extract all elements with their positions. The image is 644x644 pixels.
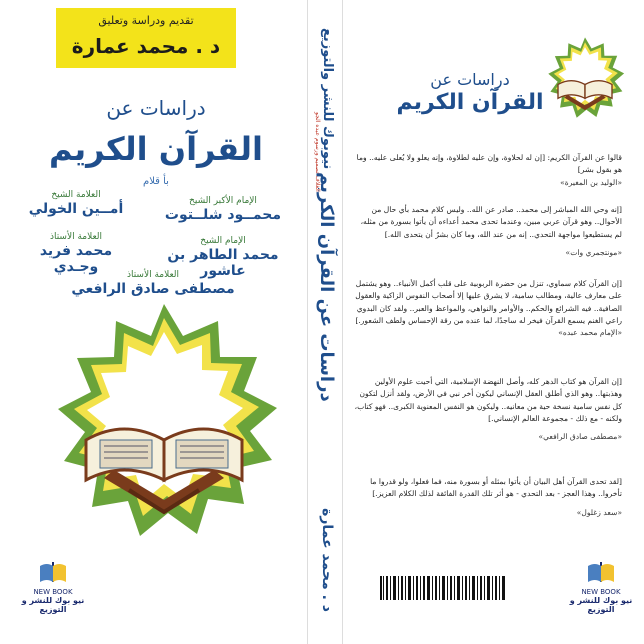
back-title-small: دراسات عن <box>430 70 510 89</box>
quote-5 <box>354 476 622 519</box>
contributor-name: محمد فريد وجـدي <box>39 243 113 275</box>
contributor-4 <box>16 232 136 275</box>
publisher-brand: NEW BOOK <box>581 588 621 596</box>
spine-author: د . محمد عمارة <box>319 508 335 612</box>
spine-title: دراسات عن القرآن الكريم <box>316 172 337 402</box>
publisher-name: نيو بوك للنشر و التوزيع <box>21 596 85 614</box>
publisher-brand: NEW BOOK <box>33 588 73 596</box>
quote-1 <box>354 152 622 189</box>
contributor-name: محمد الطاهر بن عاشور <box>167 247 279 279</box>
contributor-role: العلامة الأستاذ <box>126 270 180 280</box>
back-publisher-logo <box>566 560 636 614</box>
spine <box>307 0 343 644</box>
author-name: د . محمد عمارة <box>71 34 221 58</box>
book-logo-icon <box>38 560 68 584</box>
back-title-main: القرآن الكريم <box>396 90 544 115</box>
contributor-5 <box>68 270 238 297</box>
contributor-role: العلامة الأستاذ <box>49 232 103 242</box>
back-cover <box>344 0 636 644</box>
by-label: بأ قلام <box>143 176 169 187</box>
contributor-name: محمــود شلــتوت <box>164 207 282 223</box>
quote-attribution: «الإمام محمد عبده» <box>558 328 622 338</box>
publisher-name: نيو بوك للنشر و التوزيع <box>569 596 633 614</box>
quote-2 <box>354 204 622 259</box>
contributor-name: مصطفى صادق الرافعي <box>71 281 235 297</box>
quran-star-emblem <box>34 300 294 560</box>
quote-attribution: «مونتجمري وات» <box>565 247 622 257</box>
spine-credit: الغلاف تصميم ورسوم عبده الجو <box>314 112 321 192</box>
intro-label: تقديم ودراسة وتعليق <box>98 14 194 27</box>
quote-text: [إن القرآن كلام سماوي، تنزل من حضرة الربوبية على قلب أكمل الأنبياء.. وهو يشتمل على معارف عالية، ومطالب سامية، لا يشرق عليها إلا أصحاب النفوس الزاكية والعقول الصافية.. فيه الشرائع والحكم.. والأوامر والنواهي، والمواعظ والعبر.. ولقد كان البدوي راعي الغنم يسمع القرآن فيخر له ساجدًا، لما عنده من رقة الإحساس ولطف الشعور.] <box>355 279 622 325</box>
front-publisher-logo <box>18 560 88 614</box>
title-small: دراسات عن <box>106 96 206 120</box>
quote-attribution: «مصطفى صادق الرافعي» <box>538 432 622 442</box>
quote-text: [إن القرآن هو كتاب الدهر كله، وأصل النهضة الإسلامية، التي أحيت علوم الأولين وهذبتها.. وهو الذي أطلق العقل الإنساني ليكون أخر نبي في الأرض، ولقد أنزل لتكون كل نفس سامية نسخة حية من معانيه.. وليكون هو النفس المعنوية الكبرى.. فهو كتاب، ولكنه - مع ذلك - مجموعة العالم الإنساني.] <box>354 377 622 423</box>
contributor-name: أمــين الخولي <box>28 201 124 217</box>
spine-publisher: نيوبوك للنشر والتوزيع <box>320 28 335 170</box>
contributor-2 <box>16 190 136 217</box>
front-cover <box>8 0 304 644</box>
contributor-role: الإمام الأكبر الشيخ <box>189 196 257 206</box>
author-box <box>56 8 236 68</box>
book-logo-icon <box>586 560 616 584</box>
contributor-role: العلامة الشيخ <box>51 190 101 200</box>
barcode <box>380 576 506 600</box>
quote-text: قالوا عن القرآن الكريم: [إن له لحلاوة، وإن عليه لطلاوة، وإنه يعلو ولا يُعلى عليه.. وما هو بقول بشر] <box>356 153 622 175</box>
quote-text: [لقد تحدى القرآن أهل البيان أن يأتوا بمثله أو بسورة منه، فما فعلوا، ولو قدروا ما تأخروا.. وهذا العجز - بعد التحدي - هو أثر تلك القدرة الفائقة لذلك الكلام العزيز.] <box>370 477 622 499</box>
contributor-1 <box>148 196 298 223</box>
quote-attribution: «الوليد بن المغيرة» <box>560 177 622 187</box>
quote-text: [إنه وحي الله المباشر إلى محمد.. صادر عن الله.. وليس كلام محمد بأي حال من الأحوال.. وهو قرآن عربي مبين، وعندما تحدى محمد أعداءه أن يأتوا بسورة من مثله، لم يستطيعوا مواجهة التحدي.. إنه من عند الله، وما كان بشرٌ أن يتحدى الله.] <box>360 205 622 239</box>
quote-attribution: «سعد زغلول» <box>576 507 622 517</box>
quote-3 <box>354 278 622 339</box>
spine-text-row <box>307 22 343 622</box>
contributor-role: الإمام الشيخ <box>200 236 246 246</box>
title-main: القرآن الكريم <box>49 130 263 168</box>
quote-4 <box>354 376 622 443</box>
